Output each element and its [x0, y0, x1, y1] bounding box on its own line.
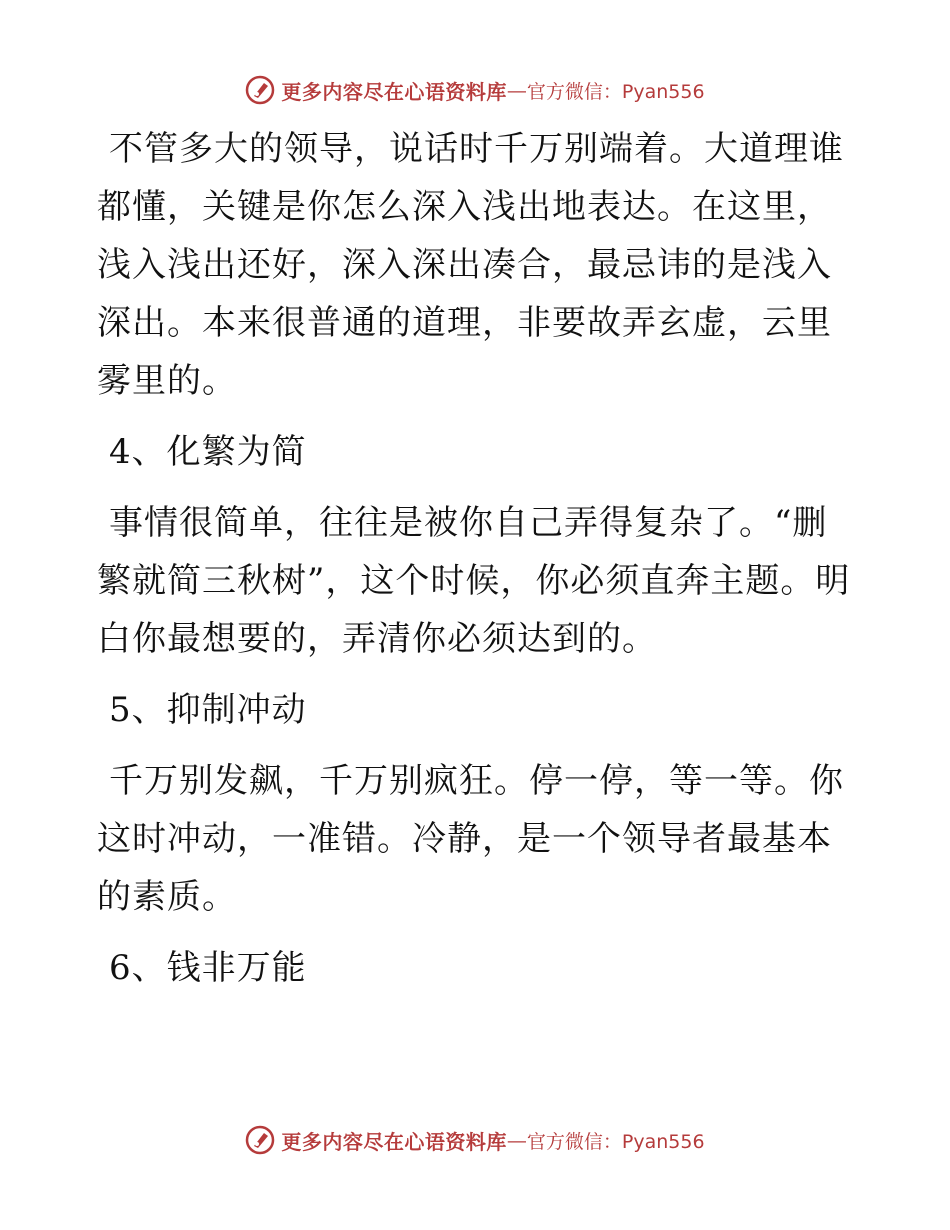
paragraph: 事情很简单，往往是被你自己弄得复杂了。“删繁就简三秋树”，这个时候，你必须直奔主题。明白你最想要的，弄清你必须达到的。 — [97, 503, 851, 659]
watermark-sub-text: 官方微信：Pyan556 — [526, 80, 705, 103]
header-watermark — [0, 70, 950, 110]
paragraph: 千万别发飙，千万别疯狂。停一停，等一等。你这时冲动，一准错。冷静，是一个领导者最基本的素质。 — [97, 761, 844, 917]
section-heading: 4、化繁为简 — [109, 432, 307, 472]
document-body — [97, 120, 857, 1010]
watermark-separator: — — [506, 78, 527, 102]
section-heading: 5、抑制冲动 — [109, 690, 307, 730]
pen-nib-logo-icon — [245, 1125, 275, 1155]
footer-watermark — [0, 1120, 950, 1160]
watermark-separator: — — [506, 1128, 527, 1152]
watermark-main-text: 更多内容尽在心语资料库 — [281, 79, 507, 104]
watermark-main-text: 更多内容尽在心语资料库 — [281, 1129, 507, 1154]
watermark-sub-text: 官方微信：Pyan556 — [526, 1130, 705, 1153]
section-heading: 6、钱非万能 — [109, 948, 307, 988]
pen-nib-logo-icon — [245, 75, 275, 105]
paragraph: 不管多大的领导，说话时千万别端着。大道理谁都懂，关键是你怎么深入浅出地表达。在这里，浅入浅出还好，深入深出凑合，最忌讳的是浅入深出。本来很普通的道理，非要故弄玄虚，云里雾里的。 — [97, 129, 844, 401]
